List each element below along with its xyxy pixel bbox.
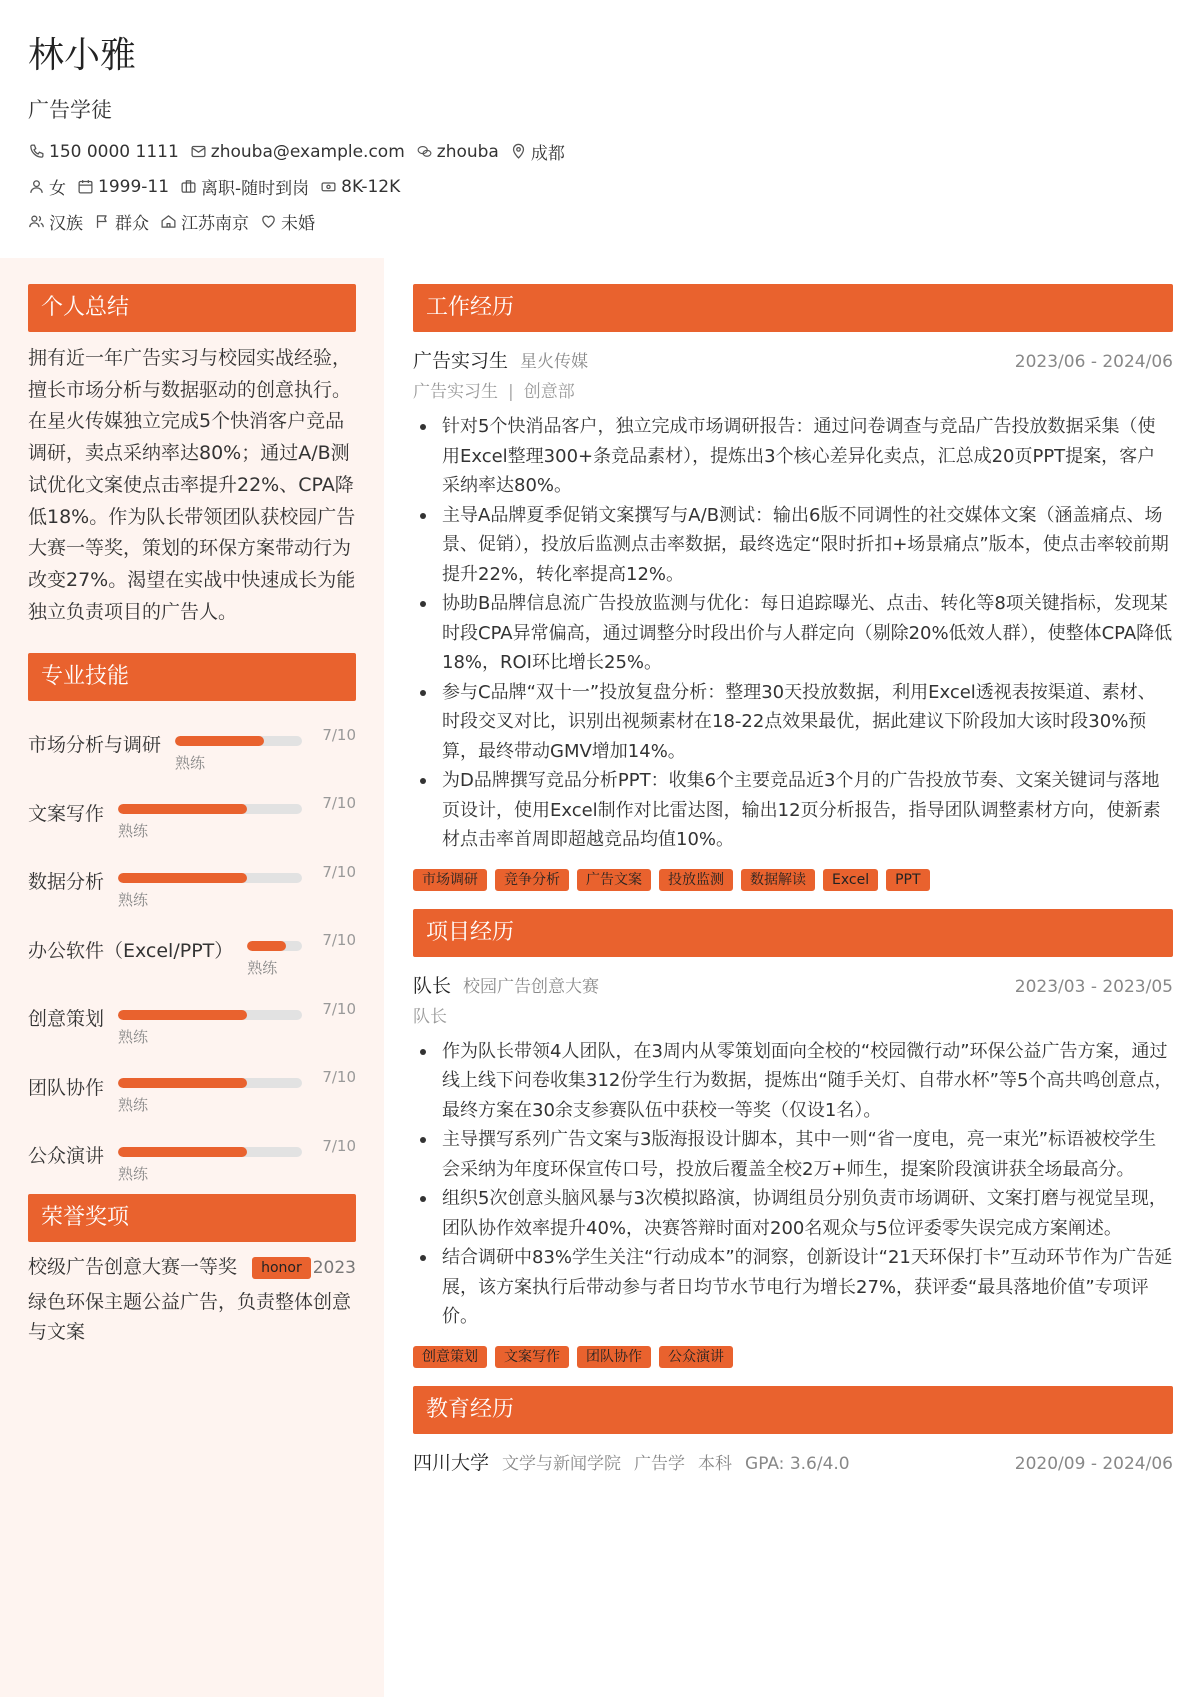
briefcase-icon [180,178,197,195]
mail-icon [190,143,207,160]
skill-name: 办公软件（Excel/PPT） [28,939,234,962]
wechat-icon [416,143,433,160]
skill-name: 文案写作 [28,802,105,825]
skill-bar [118,1147,302,1157]
work-title: 工作经历 [413,284,1173,332]
people-icon [28,213,45,230]
heart-icon [260,213,277,230]
candidate-name: 林小雅 [28,35,137,76]
work-bullet: 主导A品牌夏季促销文案撰写与A/B测试：输出6版不同调性的社交媒体文案（涵盖痛点、场景、促销），投放后监测点击率数据，最终选定“限时折扣+场景痛点”版本，使点击率较前期提升22%，转化率提高12%。 [413,501,1173,590]
project-dates: 2023/03 - 2023/05 [1014,976,1173,997]
skill-name: 公众演讲 [28,1145,105,1168]
skill-name: 数据分析 [28,871,105,894]
personal-salary: 8K-12K [320,177,400,197]
work-entry [413,346,1173,891]
left-column [28,284,356,1352]
skill-level: 熟练 [118,822,149,841]
work-tag: 数据解读 [741,869,815,891]
candidate-title: 广告学徒 [28,98,112,122]
skill-level: 熟练 [247,959,278,978]
skill-name: 团队协作 [28,1076,105,1099]
skill-score: 7/10 [322,862,356,881]
skill-level: 熟练 [175,753,206,772]
skill-name: 创意策划 [28,1008,105,1031]
honors-title: 荣誉奖项 [28,1194,356,1242]
skills-list [28,709,356,1189]
skill-name: 市场分析与调研 [28,734,162,757]
personal-status: 离职-随时到岗 [180,174,309,199]
honors-list [28,1252,356,1347]
work-bullets [413,412,1173,855]
skill-item [28,778,356,847]
money-icon [320,178,337,195]
skill-score: 7/10 [322,999,356,1018]
education-college: 文学与新闻学院 [502,1453,622,1474]
skill-meter [118,778,356,846]
education-school: 四川大学 [413,1451,490,1474]
skill-level: 熟练 [118,1164,149,1183]
education-entry [413,1448,1173,1475]
flag-icon [94,213,111,230]
skill-bar-fill [118,1010,247,1020]
work-dates: 2023/06 - 2024/06 [1014,352,1173,372]
contact-row [28,138,1178,165]
project-sub-role: 队长 [413,1006,447,1027]
skill-score: 7/10 [322,794,356,813]
work-subline [413,378,1173,406]
skill-item [28,709,356,778]
skills-title: 专业技能 [28,653,356,701]
project-tag: 文案写作 [495,1346,569,1368]
skill-level: 熟练 [118,1027,149,1046]
work-entry-head [413,346,1173,374]
work-bullet: 针对5个快消品客户，独立完成市场调研报告：通过问卷调查与竞品广告投放数据采集（使用Excel整理300+条竞品素材），提炼出3个核心差异化卖点，汇总成20页PPT提案，客户采纳率达80%。 [413,412,1173,501]
work-tag: 投放监测 [659,869,733,891]
skill-meter [175,710,356,778]
honor-text: 绿色环保主题公益广告，负责整体创意与文案 [28,1290,352,1343]
skill-bar [118,873,302,883]
skill-meter [247,915,356,983]
education-major: 广告学 [634,1453,686,1474]
skill-meter [118,1052,356,1120]
honor-item [28,1287,356,1347]
education-degree: 本科 [698,1453,733,1474]
skill-meter [118,1121,356,1189]
skill-bar-fill [118,804,247,814]
skill-bar-fill [118,873,247,883]
skill-meter [118,984,356,1052]
project-entry [413,971,1173,1368]
skill-bar-fill [118,1078,247,1088]
skill-level: 熟练 [118,1096,149,1115]
resume-header [28,30,1178,250]
personal-birth: 1999-11 [77,177,169,197]
skill-bar [118,1010,302,1020]
extra-political: 群众 [94,209,149,234]
project-bullet: 结合调研中83%学生关注“行动成本”的洞察，创新设计“21天环保打卡”互动环节作为广告延展，该方案执行后带动参与者日均节水节电行为增长27%，获评委“最具落地价值”专项评价。 [413,1243,1173,1332]
extra-marital: 未婚 [260,209,315,234]
extra-hometown: 江苏南京 [160,209,249,234]
project-bullet: 组织5次创意头脑风暴与3次模拟路演，协调组员分别负责市场调研、文案打磨与视觉呈现，团队协作效率提升40%，决赛答辩时面对200名观众与5位评委零失误完成方案阐述。 [413,1184,1173,1243]
summary-title: 个人总结 [28,284,356,332]
work-tag: 广告文案 [577,869,651,891]
work-tag: 市场调研 [413,869,487,891]
skill-item [28,983,356,1052]
work-tags [413,869,1173,891]
project-tag: 公众演讲 [659,1346,733,1368]
extra-ethnicity: 汉族 [28,209,83,234]
skill-score: 7/10 [322,1068,356,1087]
project-bullet: 作为队长带领4人团队，在3周内从零策划面向全校的“校园微行动”环保公益广告方案，通过线上线下问卷收集312份学生行为数据，提炼出“随手关灯、自带水杯”等5个高共鸣创意点，最终方案在30余支参赛队伍中获校一等奖（仅设1名）。 [413,1037,1173,1126]
skill-item [28,1052,356,1121]
project-subline [413,1003,1173,1031]
work-department: 创意部 [523,382,575,402]
calendar-icon [77,178,94,195]
honor-item [28,1252,356,1282]
person-icon [28,178,45,195]
project-bullet: 主导撰写系列广告文案与3版海报设计脚本，其中一则“省一度电，亮一束光”标语被校学生会采纳为年度环保宣传口号，投放后覆盖全校2万+师生，提案阶段演讲获全场最高分。 [413,1125,1173,1184]
skill-bar-fill [247,941,285,951]
work-sub-role: 广告实习生 [413,382,498,402]
location-icon [510,143,527,160]
project-bullets [413,1037,1173,1332]
skill-score: 7/10 [322,725,356,744]
work-tag: Excel [823,869,878,891]
skill-bar [175,736,302,746]
extra-row [28,208,1178,235]
skill-level: 熟练 [118,890,149,909]
project-name: 校园广告创意大赛 [463,976,600,997]
work-bullet: 为D品牌撰写竞品分析PPT：收集6个主要竞品近3个月的广告投放节奏、文案关键词与落地页设计，使用Excel制作对比雷达图，输出12页分析报告，指导团队调整素材方向，使新素材点击率首周即超越竞品均值10%。 [413,766,1173,855]
honor-text: 校级广告创意大赛一等奖 [28,1255,238,1278]
work-role: 广告实习生 [413,350,509,372]
skill-score: 7/10 [322,931,356,950]
skill-item [28,1120,356,1189]
project-role: 队长 [413,974,452,997]
skill-item [28,915,356,984]
education-title: 教育经历 [413,1386,1173,1434]
skill-bar [118,1078,302,1088]
work-sub-separator: | [508,382,514,402]
contact-email[interactable]: zhouba@example.com [190,142,405,162]
phone-icon [28,143,45,160]
project-tag: 团队协作 [577,1346,651,1368]
work-bullet: 参与C品牌“双十一”投放复盘分析：整理30天投放数据，利用Excel透视表按渠道、素材、时段交叉对比，识别出视频素材在18-22点效果最优，据此建议下阶段加大该时段30%预算，最终带动GMV增加14%。 [413,678,1173,767]
home-icon [160,213,177,230]
personal-row [28,173,1178,200]
skill-bar [247,941,302,951]
work-tag: 竞争分析 [495,869,569,891]
honor-year: 2023 [312,1257,356,1278]
project-tags [413,1346,1173,1368]
summary-text: 拥有近一年广告实习与校园实战经验，擅长市场分析与数据驱动的创意执行。在星火传媒独立完成5个快消客户竞品调研，卖点采纳率达80%；通过A/B测试优化文案使点击率提升22%、CPA降低18%。作为队长带领团队获校园广告大赛一等奖，策划的环保方案带动行为改变27%。渴望在实战中快速成长为能独立负责项目的广告人。 [28,347,356,623]
work-company: 星火传媒 [520,352,589,372]
contact-location: 成都 [510,139,565,164]
skill-meter [118,847,356,915]
education-gpa: GPA: 3.6/4.0 [745,1453,850,1474]
project-entry-head [413,971,1173,999]
honor-meta [252,1253,356,1283]
skill-item [28,846,356,915]
project-tag: 创意策划 [413,1346,487,1368]
honor-tag: honor [252,1257,311,1279]
work-bullet: 协助B品牌信息流广告投放监测与优化：每日追踪曝光、点击、转化等8项关键指标，发现某时段CPA异常偏高，通过调整分时段出价与人群定向（剔除20%低效人群），使整体CPA降低18%，ROI环比增长25%。 [413,589,1173,678]
contact-phone: 150 0000 1111 [28,142,179,162]
education-dates: 2020/09 - 2024/06 [1014,1453,1173,1474]
personal-gender: 女 [28,174,66,199]
skill-score: 7/10 [322,1136,356,1155]
work-tag: PPT [886,869,929,891]
skill-bar-fill [175,736,264,746]
skill-bar [118,804,302,814]
contact-wechat: zhouba [416,142,499,162]
project-title: 项目经历 [413,909,1173,957]
right-column [413,284,1173,1475]
skill-bar-fill [118,1147,247,1157]
